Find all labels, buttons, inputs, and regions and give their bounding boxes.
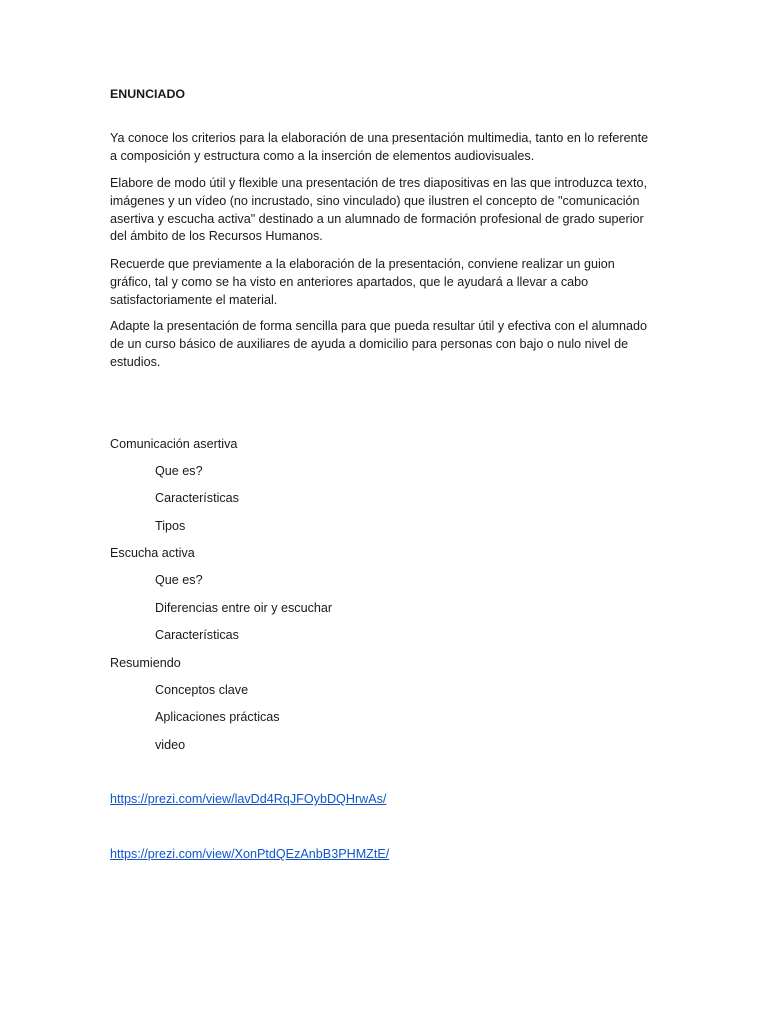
outline-section-title: Comunicación asertiva xyxy=(110,437,238,451)
paragraph-adapt: Adapte la presentación de forma sencilla para que pueda resultar útil y efectiva con el alumnado de un curso básico de auxiliares de ayuda a domicilio para personas con bajo o nulo nivel de estudios. xyxy=(110,319,647,369)
outline-section-title: Resumiendo xyxy=(110,656,181,670)
outline-subitem: Aplicaciones prácticas xyxy=(155,710,280,724)
prezi-link[interactable]: https://prezi.com/view/XonPtdQEzAnbB3PHMZtE/ xyxy=(110,847,390,861)
paragraph-task: Elabore de modo útil y flexible una presentación de tres diapositivas en las que introduzca texto, imágenes y un vídeo (no incrustado, sino vinculado) que ilustren el concepto de "comunicación asertiva y escucha activa" destinado a un alumnado de formación profesional de grado superior del ámbito de los Recursos Humanos. xyxy=(110,176,647,244)
outline-subitem: Características xyxy=(155,491,239,505)
paragraph-intro: Ya conoce los criterios para la elaboración de una presentación multimedia, tanto en lo referente a composición y estructura como a la inserción de elementos audiovisuales. xyxy=(110,131,649,163)
outline-subitem: video xyxy=(155,738,186,752)
outline-subitem: Características xyxy=(155,628,239,642)
outline-subitem: Que es? xyxy=(155,573,203,587)
outline-subitem: Que es? xyxy=(155,464,203,478)
outline-subitem: Tipos xyxy=(155,519,186,533)
paragraph-storyboard: Recuerde que previamente a la elaboración de la presentación, conviene realizar un guion gráfico, tal y como se ha visto en anteriores apartados, que le ayudará a llevar a cabo satisfactoriamente el material. xyxy=(110,257,615,307)
document-heading: ENUNCIADO xyxy=(110,87,186,101)
outline-subitem: Diferencias entre oir y escuchar xyxy=(155,601,333,615)
outline-subitem: Conceptos clave xyxy=(155,683,249,697)
outline-section-title: Escucha activa xyxy=(110,546,195,560)
prezi-link[interactable]: https://prezi.com/view/lavDd4RqJFOybDQHrwAs/ xyxy=(110,792,387,806)
